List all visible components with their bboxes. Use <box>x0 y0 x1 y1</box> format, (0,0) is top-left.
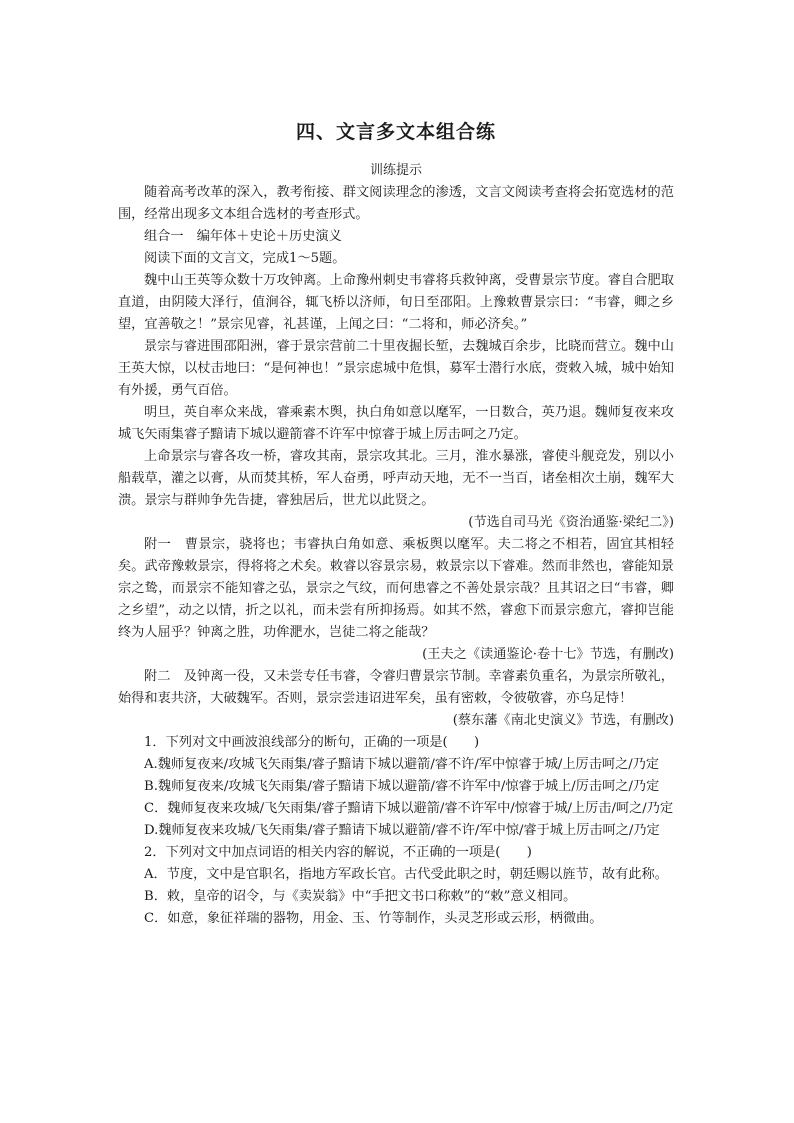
group-heading: 组合一 编年体＋史论＋历史演义 <box>144 229 342 244</box>
passage-paragraph-3: 明旦，英自率众来战，睿乘素木舆，执白角如意以麾军，一日数合，英乃退。魏师复夜来攻城飞矢雨集睿子黯请下城以避箭睿不许军中惊睿于城上厉击呵之乃定。 <box>118 405 674 442</box>
section-subtitle: 训练提示 <box>369 163 422 178</box>
appendix-2-paragraph: 附二 及钟离一役，又未尝专任韦睿，令睿归曹景宗节制。幸睿素负重名，为景宗所敬礼，始得和衷共济，大破魏军。否则，景宗尝违诏进军矣，虽有密敕，令彼敬睿，亦乌足恃！ <box>118 669 674 706</box>
question-2: 2．下列对文中加点词语的相关内容的解说，不正确的一项是( ) <box>144 845 532 860</box>
appendix-1-paragraph: 附一 曹景宗，骁将也；韦睿执白角如意、乘板舆以麾军。夫二将之不相若，固宜其相轻矣。武帝豫敕景宗，得将将之术矣。敕睿以容景宗易，敕景宗以下睿难。然而非然也，睿能知景宗之鸷，而景宗不能知睿之弘，景宗之气纹，而何患睿之不善处景宗哉？且其诏之曰“韦睿，卿之乡望”，动之以情，折之以礼，而未尝有所抑扬焉。如其不然，睿愈下而景宗愈亢，睿抑岂能终为人屈乎？钟离之胜，功侔淝水，岂徒二将之能哉？ <box>118 537 674 640</box>
source-citation-2: (王夫之《读通鉴论·卷十七》节选，有删改) <box>422 647 674 662</box>
passage-paragraph-1: 魏中山王英等众数十万攻钟离。上命豫州刺史韦睿将兵救钟离，受曹景宗节度。睿自合肥取直道，由阴陵大泽行，值涧谷，辄飞桥以济师，旬日至邵阳。上豫敕曹景宗曰：“韦睿，卿之乡望，宜善敬之！”景宗见睿，礼甚谨，上闻之曰：“二将和，师必济矣。” <box>118 273 674 332</box>
passage-paragraph-2: 景宗与睿进围邵阳洲，睿于景宗营前二十里夜掘长堑，去魏城百余步，比晓而营立。魏中山王英大惊，以杖击地曰：“是何神也！”景宗虑城中危惧，募军士潜行水底，赍敕入城，城中始知有外援，勇气百倍。 <box>118 339 674 398</box>
source-citation-1: (节选自司马光《资治通鉴·梁纪二》) <box>468 515 674 530</box>
document-page <box>118 118 674 930</box>
question-1-option-a: A.魏师复夜来/攻城飞矢雨集/睿子黯请下城以避箭/睿不许/军中惊睿于城/上厉击呵之/乃定 <box>144 757 660 772</box>
question-2-option-b: B．敕，皇帝的诏令，与《卖炭翁》中“手把文书口称敕”的“敕”意义相同。 <box>144 889 577 904</box>
question-2-option-a: A．节度，文中是官职名，指地方军政长官。古代受此职之时，朝廷赐以旌节，故有此称。 <box>144 867 668 882</box>
source-citation-3: (蔡东藩《南北史演义》节选，有删改) <box>452 713 674 728</box>
question-1-option-d: D.魏师复夜来攻城/飞矢雨集/睿子黯请下城以避箭/睿不许/军中惊/睿于城上厉击呵之/乃定 <box>144 823 660 838</box>
question-1-option-c: C．魏师复夜来攻城/飞矢雨集/睿子黯请下城以避箭/睿不许军中/惊睿于城/上厉击/呵之/乃定 <box>144 801 674 816</box>
instruction-line: 阅读下面的文言文，完成1～5题。 <box>144 251 346 266</box>
question-1-option-b: B.魏师复夜来/攻城飞矢雨集/睿子黯请下城以避箭/睿不许军中/惊睿于城上/厉击呵之/乃定 <box>144 779 660 794</box>
passage-paragraph-4: 上命景宗与睿各攻一桥，睿攻其南，景宗攻其北。三月，淮水暴涨，睿使斗舰竞发，别以小船载草，灌之以膏，从而焚其桥，军人奋勇，呼声动天地，无不一当百，诸垒相次土崩，魏军大溃。景宗与群帅争先告捷，睿独居后，世尤以此贤之。 <box>118 449 674 508</box>
question-1: 1．下列对文中画波浪线部分的断句，正确的一项是( ) <box>144 735 480 750</box>
question-2-option-c: C．如意，象征祥瑞的器物，用金、玉、竹等制作，头灵芝形或云形，柄微曲。 <box>144 911 603 926</box>
page-title: 四、文言多文本组合练 <box>295 121 496 143</box>
intro-paragraph: 随着高考改革的深入，教考衔接、群文阅读理念的渗透，文言文阅读考查将会拓宽选材的范围，经常出现多文本组合选材的考查形式。 <box>118 185 674 222</box>
